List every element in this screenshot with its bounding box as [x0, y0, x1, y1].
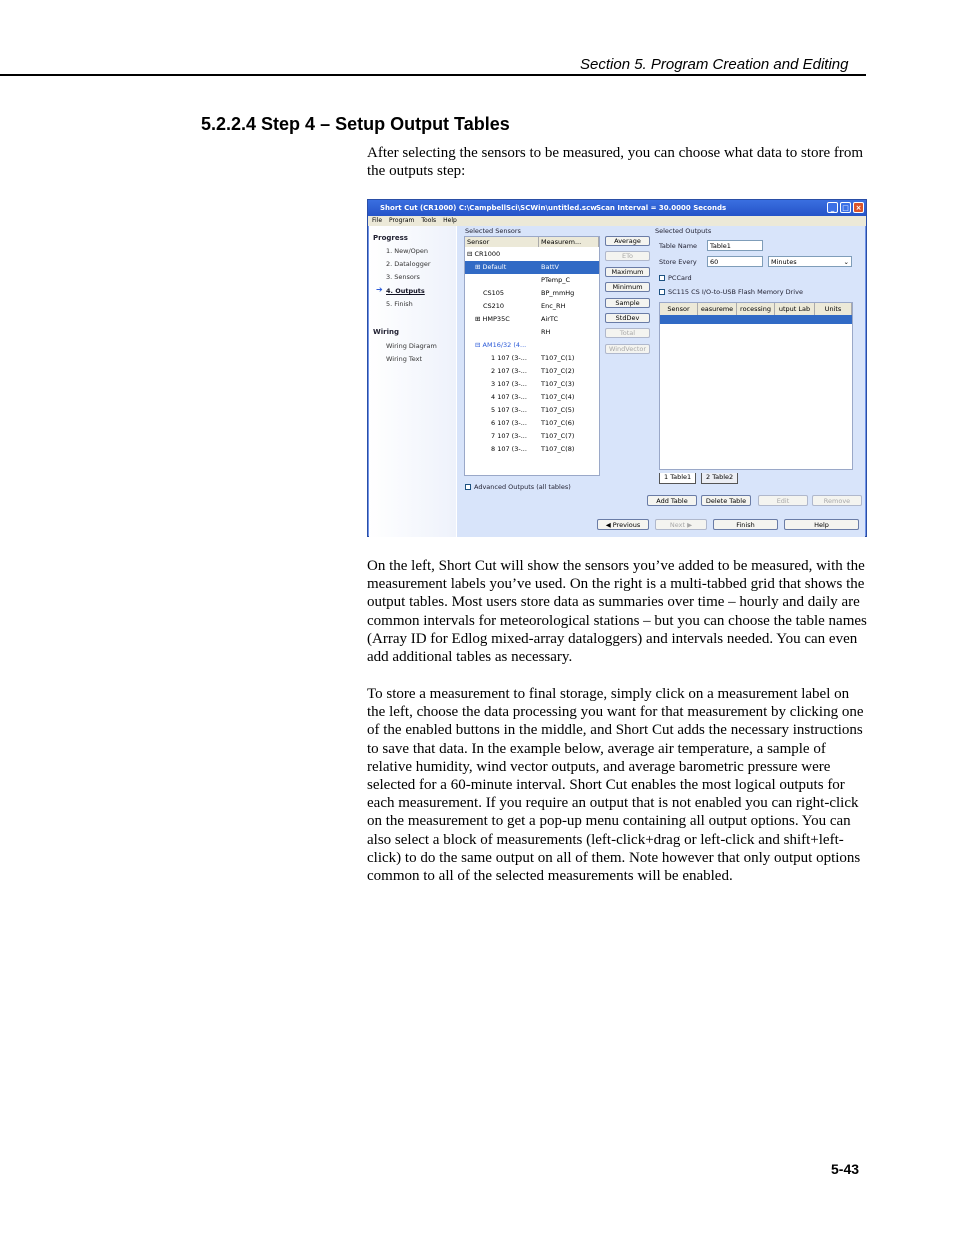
tab-table2[interactable]: 2 Table2 — [701, 473, 738, 484]
sensor-name-cell: 2 107 (3-... — [491, 367, 527, 375]
table-row[interactable] — [465, 300, 599, 313]
add-table-button[interactable]: Add Table — [647, 495, 697, 506]
grid-header-processing[interactable]: rocessing — [737, 303, 775, 315]
menubar — [368, 216, 866, 226]
window-title: Short Cut (CR1000) C:\CampbellSci\SCWin\untitled.scw — [380, 204, 597, 212]
table-row[interactable] — [465, 261, 599, 274]
table-row[interactable] — [465, 443, 599, 456]
output-windvector-button[interactable]: WindVector — [605, 344, 650, 354]
table-row[interactable] — [465, 313, 599, 326]
body-paragraph-1: On the left, Short Cut will show the sensors you’ve added to be measured, with the measurement labels you’ve used. On the right is a multi-tabbed grid that shows the output tables. Most users store data as summaries over time – hourly and daily are common intervals for meteorological stations – but you can choose the table names (Array ID for Edlog mixed-array dataloggers) and intervals needed. You can even add additional tables as necessary. — [367, 558, 867, 666]
output-average-button[interactable]: Average — [605, 236, 650, 246]
measurement-label-cell[interactable]: RH — [541, 328, 551, 336]
body-paragraph-2: To store a measurement to final storage, simply click on a measurement label on the left, choose the data processing you want for that measurement by clicking one of the enabled buttons in the middle, and Short Cut adds the necessary instructions to save that data. In the example below, average air temperature, a sample of relative humidity, wind vector outputs, and average barometric pressure were selected for a 60-minute interval. Short Cut enables the most logical outputs for each measurement. If you require an output that is not enabled you can right-click on the measurement to get a pop-up menu containing all output options. You can also select a block of measurements (left-click+drag or left-click and shift+left-click) to do the same output on all of them. Note however that only output options common to all of the selected measurements will be enabled. — [367, 686, 864, 885]
progress-item-sensors[interactable]: 3. Sensors — [386, 273, 420, 281]
menu-tools[interactable]: Tools — [421, 217, 437, 224]
selected-sensors-label: Selected Sensors — [465, 227, 521, 235]
header-rule — [0, 74, 866, 76]
chevron-down-icon: ⌄ — [843, 258, 849, 266]
grid-header-units[interactable]: Units — [815, 303, 852, 315]
table-row[interactable] — [465, 378, 599, 391]
pccard-label: PCCard — [668, 274, 692, 282]
selected-sensors-table — [464, 236, 600, 476]
sensor-name-cell: 6 107 (3-... — [491, 419, 527, 427]
measurement-column-header[interactable]: Measurem... — [539, 237, 599, 247]
sensor-name-cell: CS210 — [483, 302, 505, 310]
table-row[interactable] — [465, 391, 599, 404]
sensor-name-cell: 8 107 (3-... — [491, 445, 527, 453]
sensor-name-cell: ⊞ HMP35C — [475, 315, 510, 323]
table-row[interactable] — [465, 404, 599, 417]
progress-item-new-open[interactable]: 1. New/Open — [386, 247, 428, 255]
table-row[interactable] — [465, 430, 599, 443]
usb-drive-checkbox[interactable] — [659, 289, 665, 295]
remove-button[interactable]: Remove — [812, 495, 862, 506]
outputs-grid — [659, 302, 853, 470]
measurement-label-cell[interactable]: BP_mmHg — [541, 289, 575, 297]
grid-header-sensor[interactable]: Sensor — [660, 303, 698, 315]
sensor-name-cell: 5 107 (3-... — [491, 406, 527, 414]
table-row[interactable] — [465, 417, 599, 430]
measurement-label-cell[interactable]: BattV — [541, 263, 559, 271]
outputs-step-content — [457, 226, 865, 537]
page-number: 5-43 — [831, 1161, 860, 1177]
selected-outputs-panel — [655, 236, 857, 481]
measurement-label-cell[interactable]: T107_C(2) — [541, 367, 575, 375]
grid-header-measurement[interactable]: easureme — [698, 303, 737, 315]
wiring-heading: Wiring — [373, 328, 399, 336]
finish-button[interactable]: Finish — [713, 519, 778, 530]
measurement-label-cell[interactable]: T107_C(8) — [541, 445, 575, 453]
measurement-label-cell[interactable]: AirTC — [541, 315, 559, 323]
running-header: Section 5. Program Creation and Editing — [580, 56, 849, 73]
table-row[interactable] — [465, 287, 599, 300]
output-minimum-button[interactable]: Minimum — [605, 282, 650, 292]
measurement-label-cell[interactable]: T107_C(1) — [541, 354, 575, 362]
output-total-button[interactable]: Total — [605, 328, 650, 338]
grid-selected-row[interactable] — [660, 315, 852, 324]
menu-program[interactable]: Program — [389, 217, 415, 224]
progress-item-datalogger[interactable]: 2. Datalogger — [386, 260, 431, 268]
grid-header-output-label[interactable]: utput Lab — [775, 303, 815, 315]
window-titlebar — [368, 200, 866, 216]
current-step-arrow-icon: ➔ — [376, 285, 383, 294]
delete-table-button[interactable]: Delete Table — [701, 495, 751, 506]
sensor-column-header[interactable]: Sensor — [465, 237, 539, 247]
table-row[interactable] — [465, 326, 599, 339]
wiring-text-link[interactable]: Wiring Text — [386, 355, 423, 363]
measurement-label-cell[interactable]: T107_C(7) — [541, 432, 575, 440]
wiring-diagram-link[interactable]: Wiring Diagram — [386, 342, 437, 350]
table-row[interactable] — [465, 248, 599, 261]
help-button[interactable]: Help — [784, 519, 859, 530]
table-row[interactable] — [465, 352, 599, 365]
scan-interval: Scan Interval = 30.0000 Seconds — [596, 204, 727, 212]
pccard-checkbox[interactable] — [659, 275, 665, 281]
minimize-icon[interactable]: _ — [827, 202, 838, 213]
progress-heading: Progress — [373, 234, 408, 242]
selected-outputs-label: Selected Outputs — [655, 227, 712, 235]
measurement-label-cell[interactable]: T107_C(4) — [541, 393, 575, 401]
output-sample-button[interactable]: Sample — [605, 298, 650, 308]
shortcut-window-screenshot — [367, 199, 867, 537]
advanced-outputs-label: Advanced Outputs (all tables) — [474, 483, 571, 491]
progress-item-finish[interactable]: 5. Finish — [386, 300, 413, 308]
table-row[interactable] — [465, 365, 599, 378]
edit-button[interactable]: Edit — [758, 495, 808, 506]
section-title: 5.2.2.4 Step 4 – Setup Output Tables — [201, 114, 510, 134]
table-name-label: Table Name — [659, 242, 698, 250]
maximize-icon[interactable]: □ — [840, 202, 851, 213]
window-body — [369, 226, 865, 537]
output-stddev-button[interactable]: StdDev — [605, 313, 650, 323]
sensor-name-cell: CS105 — [483, 289, 505, 297]
wizard-nav-bar — [457, 514, 865, 537]
sensor-name-cell: 4 107 (3-... — [491, 393, 527, 401]
measurement-label-cell[interactable]: T107_C(3) — [541, 380, 575, 388]
measurement-label-cell[interactable]: Enc_RH — [541, 302, 566, 310]
tab-table1[interactable]: 1 Table1 — [659, 473, 696, 484]
table-row[interactable] — [465, 339, 599, 352]
advanced-outputs-checkbox[interactable] — [465, 484, 471, 490]
measurement-label-cell[interactable]: T107_C(6) — [541, 419, 575, 427]
previous-button[interactable]: ◀ Previous — [597, 519, 649, 530]
sensor-name-cell: ⊟ AM16/32 (4... — [475, 341, 527, 349]
next-button[interactable]: Next ▶ — [655, 519, 707, 530]
menu-help[interactable]: Help — [443, 217, 457, 224]
close-icon[interactable]: × — [853, 202, 864, 213]
intro-paragraph: After selecting the sensors to be measured, you can choose what data to store from the outputs step: — [367, 145, 864, 180]
table-name-input[interactable]: Table1 — [707, 240, 763, 251]
table-row[interactable] — [465, 274, 599, 287]
sensor-name-cell: ⊞ Default — [475, 263, 507, 271]
interval-unit-select[interactable] — [768, 256, 852, 267]
measurement-label-cell[interactable]: T107_C(5) — [541, 406, 575, 414]
sensor-name-cell: 1 107 (3-... — [491, 354, 527, 362]
progress-panel — [369, 226, 456, 537]
output-eto-button[interactable]: ETo — [605, 251, 650, 261]
store-every-input[interactable]: 60 — [707, 256, 763, 267]
menu-file[interactable]: File — [372, 217, 383, 224]
interval-unit-value: Minutes — [771, 258, 797, 266]
store-every-label: Store Every — [659, 258, 697, 266]
output-maximum-button[interactable]: Maximum — [605, 267, 650, 277]
usb-drive-label: SC115 CS I/O-to-USB Flash Memory Drive — [668, 288, 803, 296]
sensor-name-cell: 7 107 (3-... — [491, 432, 527, 440]
measurement-label-cell[interactable]: PTemp_C — [541, 276, 571, 284]
sensor-name-cell: ⊟ CR1000 — [467, 250, 501, 258]
progress-item-outputs[interactable]: 4. Outputs — [386, 287, 425, 295]
sensor-name-cell: 3 107 (3-... — [491, 380, 527, 388]
